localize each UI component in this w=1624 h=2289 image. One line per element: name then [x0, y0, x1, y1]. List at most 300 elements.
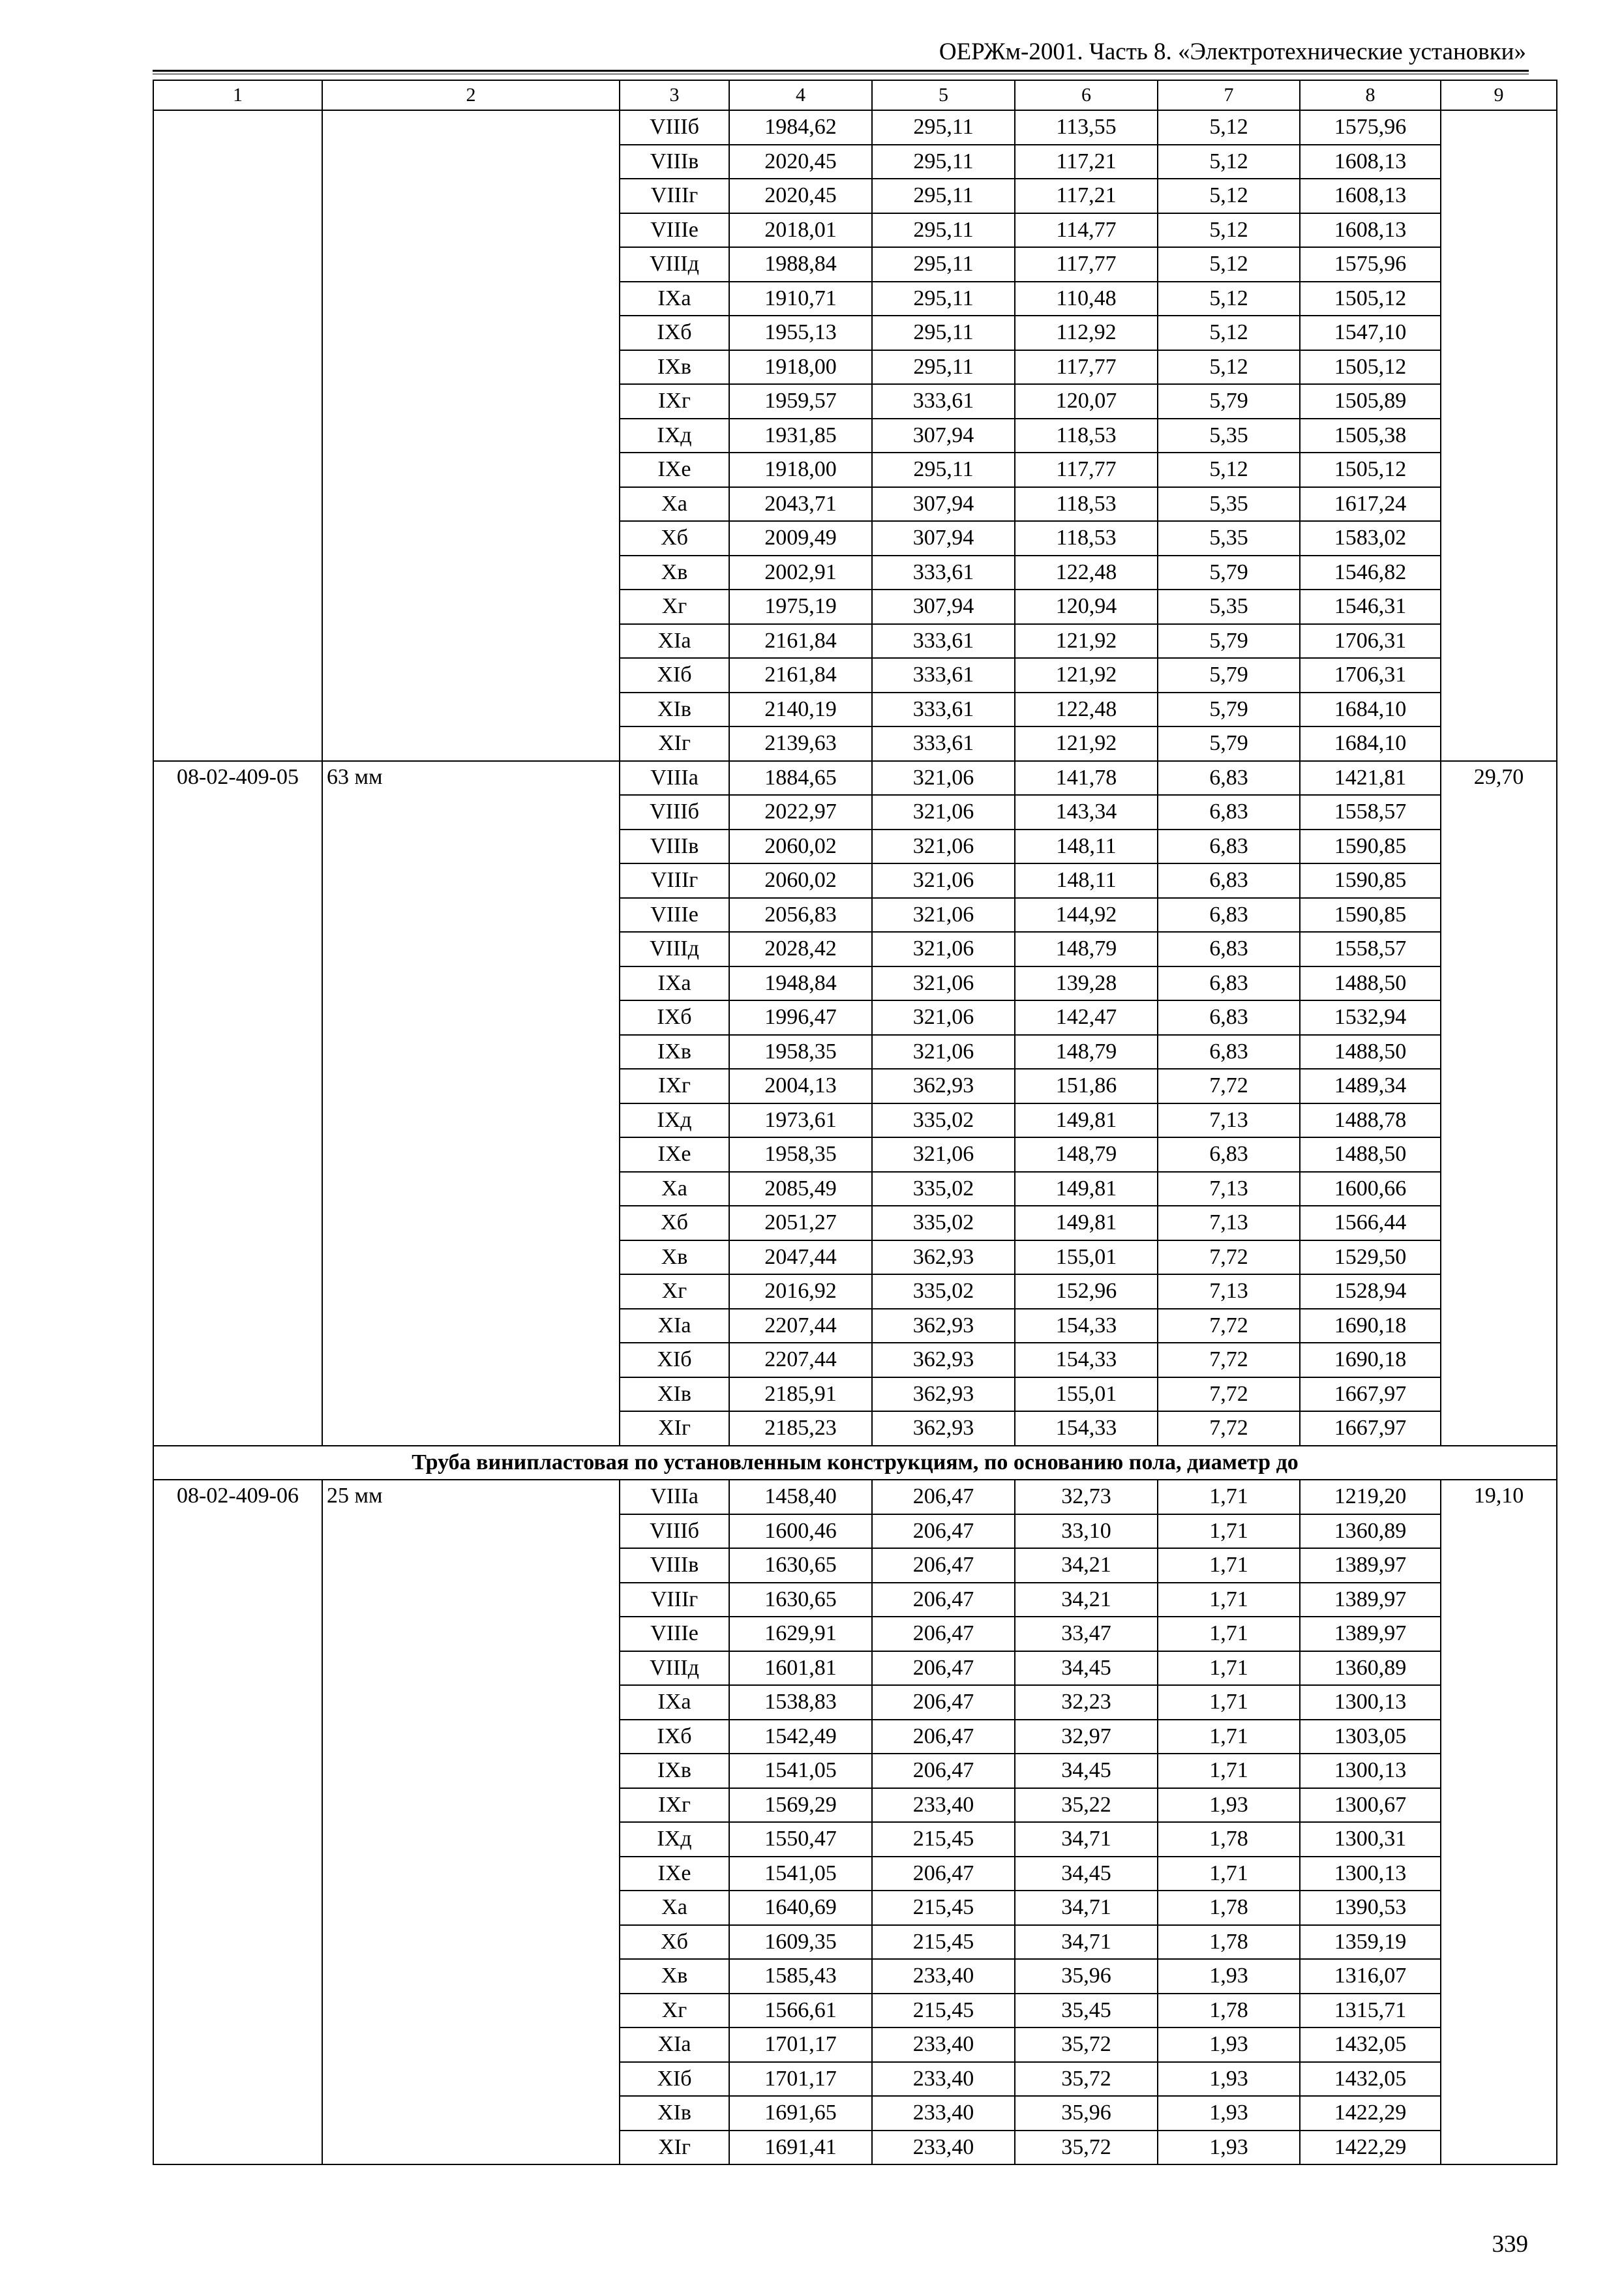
machine-cost-cell: 118,53 — [1015, 487, 1158, 522]
materials-cell: 1667,97 — [1300, 1411, 1441, 1446]
wages-cell: 321,06 — [872, 761, 1015, 796]
wages-cell: 333,61 — [872, 624, 1015, 659]
zone-cell: VIIIб — [620, 1514, 729, 1549]
wages-cell: 295,11 — [872, 453, 1015, 487]
page-header — [153, 37, 1529, 74]
wages-cell: 206,47 — [872, 1857, 1015, 1891]
section-heading-row — [153, 1446, 1557, 1480]
materials-cell: 1608,13 — [1300, 213, 1441, 248]
total-cost-cell: 1640,69 — [729, 1891, 872, 1925]
total-cost-cell: 1542,49 — [729, 1720, 872, 1754]
machine-cost-cell: 155,01 — [1015, 1240, 1158, 1275]
zone-cell: VIIIд — [620, 932, 729, 966]
total-cost-cell: 1701,17 — [729, 2027, 872, 2062]
total-cost-cell: 1931,85 — [729, 419, 872, 453]
materials-cell: 1546,31 — [1300, 590, 1441, 624]
total-cost-cell: 1948,84 — [729, 966, 872, 1001]
machine-cost-cell: 151,86 — [1015, 1069, 1158, 1103]
materials-cell: 1558,57 — [1300, 932, 1441, 966]
machine-cost-cell: 122,48 — [1015, 556, 1158, 590]
total-cost-cell: 1988,84 — [729, 247, 872, 282]
zone-cell: IXд — [620, 1822, 729, 1857]
total-cost-cell: 1996,47 — [729, 1000, 872, 1035]
zone-cell: IXе — [620, 453, 729, 487]
wages-cell: 206,47 — [872, 1548, 1015, 1583]
zone-cell: IXв — [620, 350, 729, 385]
total-cost-cell: 2043,71 — [729, 487, 872, 522]
labor-cost-cell: 19,10 — [1441, 1480, 1557, 2164]
driver-wages-cell: 1,71 — [1158, 1720, 1300, 1754]
materials-cell: 1590,85 — [1300, 830, 1441, 864]
column-number: 8 — [1300, 80, 1441, 110]
machine-cost-cell: 154,33 — [1015, 1411, 1158, 1446]
machine-cost-cell: 35,72 — [1015, 2062, 1158, 2097]
machine-cost-cell: 142,47 — [1015, 1000, 1158, 1035]
driver-wages-cell: 6,83 — [1158, 1035, 1300, 1070]
wages-cell: 233,40 — [872, 2062, 1015, 2097]
materials-cell: 1684,10 — [1300, 693, 1441, 727]
materials-cell: 1505,12 — [1300, 350, 1441, 385]
driver-wages-cell: 6,83 — [1158, 1137, 1300, 1172]
materials-cell: 1422,29 — [1300, 2131, 1441, 2165]
wages-cell: 362,93 — [872, 1411, 1015, 1446]
machine-cost-cell: 113,55 — [1015, 110, 1158, 145]
zone-cell: VIIIб — [620, 110, 729, 145]
wages-cell: 233,40 — [872, 1959, 1015, 1994]
driver-wages-cell: 1,71 — [1158, 1754, 1300, 1788]
machine-cost-cell: 35,96 — [1015, 2096, 1158, 2131]
wages-cell: 307,94 — [872, 419, 1015, 453]
materials-cell: 1389,97 — [1300, 1583, 1441, 1617]
wages-cell: 233,40 — [872, 1788, 1015, 1823]
wages-cell: 362,93 — [872, 1309, 1015, 1343]
materials-cell: 1300,67 — [1300, 1788, 1441, 1823]
wages-cell: 333,61 — [872, 726, 1015, 761]
materials-cell: 1583,02 — [1300, 521, 1441, 556]
wages-cell: 206,47 — [872, 1583, 1015, 1617]
total-cost-cell: 2028,42 — [729, 932, 872, 966]
total-cost-cell: 2140,19 — [729, 693, 872, 727]
driver-wages-cell: 5,79 — [1158, 384, 1300, 419]
driver-wages-cell: 1,71 — [1158, 1857, 1300, 1891]
wages-cell: 206,47 — [872, 1514, 1015, 1549]
zone-cell: IXд — [620, 419, 729, 453]
driver-wages-cell: 1,78 — [1158, 1891, 1300, 1925]
total-cost-cell: 1458,40 — [729, 1480, 872, 1514]
materials-cell: 1488,50 — [1300, 966, 1441, 1001]
materials-cell: 1488,78 — [1300, 1103, 1441, 1138]
materials-cell: 1389,97 — [1300, 1617, 1441, 1651]
machine-cost-cell: 34,71 — [1015, 1891, 1158, 1925]
wages-cell: 362,93 — [872, 1069, 1015, 1103]
total-cost-cell: 2009,49 — [729, 521, 872, 556]
total-cost-cell: 1550,47 — [729, 1822, 872, 1857]
zone-cell: XIа — [620, 2027, 729, 2062]
materials-cell: 1300,31 — [1300, 1822, 1441, 1857]
zone-cell: VIIIг — [620, 863, 729, 898]
machine-cost-cell: 32,97 — [1015, 1720, 1158, 1754]
total-cost-cell: 2060,02 — [729, 863, 872, 898]
driver-wages-cell: 1,78 — [1158, 1822, 1300, 1857]
zone-cell: IXе — [620, 1137, 729, 1172]
wages-cell: 307,94 — [872, 521, 1015, 556]
wages-cell: 206,47 — [872, 1754, 1015, 1788]
driver-wages-cell: 7,72 — [1158, 1343, 1300, 1377]
wages-cell: 321,06 — [872, 863, 1015, 898]
column-number: 4 — [729, 80, 872, 110]
wages-cell: 295,11 — [872, 110, 1015, 145]
materials-cell: 1360,89 — [1300, 1651, 1441, 1686]
machine-cost-cell: 34,45 — [1015, 1857, 1158, 1891]
total-cost-cell: 2139,63 — [729, 726, 872, 761]
total-cost-cell: 1585,43 — [729, 1959, 872, 1994]
materials-cell: 1690,18 — [1300, 1343, 1441, 1377]
wages-cell: 206,47 — [872, 1480, 1015, 1514]
wages-cell: 335,02 — [872, 1103, 1015, 1138]
machine-cost-cell: 34,21 — [1015, 1583, 1158, 1617]
driver-wages-cell: 5,35 — [1158, 487, 1300, 522]
zone-cell: IXв — [620, 1754, 729, 1788]
wages-cell: 233,40 — [872, 2131, 1015, 2165]
machine-cost-cell: 35,72 — [1015, 2131, 1158, 2165]
zone-cell: VIIIв — [620, 145, 729, 179]
machine-cost-cell: 139,28 — [1015, 966, 1158, 1001]
wages-cell: 362,93 — [872, 1343, 1015, 1377]
zone-cell: VIIIб — [620, 795, 729, 830]
materials-cell: 1684,10 — [1300, 726, 1441, 761]
materials-cell: 1389,97 — [1300, 1548, 1441, 1583]
materials-cell: 1488,50 — [1300, 1035, 1441, 1070]
item-code — [153, 110, 322, 761]
machine-cost-cell: 33,10 — [1015, 1514, 1158, 1549]
total-cost-cell: 1701,17 — [729, 2062, 872, 2097]
machine-cost-cell: 117,21 — [1015, 145, 1158, 179]
machine-cost-cell: 33,47 — [1015, 1617, 1158, 1651]
driver-wages-cell: 5,12 — [1158, 145, 1300, 179]
wages-cell: 333,61 — [872, 384, 1015, 419]
wages-cell: 307,94 — [872, 487, 1015, 522]
wages-cell: 321,06 — [872, 966, 1015, 1001]
materials-cell: 1667,97 — [1300, 1377, 1441, 1412]
machine-cost-cell: 154,33 — [1015, 1309, 1158, 1343]
driver-wages-cell: 5,79 — [1158, 726, 1300, 761]
wages-cell: 321,06 — [872, 795, 1015, 830]
machine-cost-cell: 149,81 — [1015, 1172, 1158, 1206]
machine-cost-cell: 143,34 — [1015, 795, 1158, 830]
zone-cell: XIб — [620, 1343, 729, 1377]
zone-cell: XIг — [620, 2131, 729, 2165]
item-name — [322, 110, 620, 761]
machine-cost-cell: 122,48 — [1015, 693, 1158, 727]
materials-cell: 1390,53 — [1300, 1891, 1441, 1925]
zone-cell: Xв — [620, 1240, 729, 1275]
item-name: 63 мм — [322, 761, 620, 1446]
total-cost-cell: 1691,41 — [729, 2131, 872, 2165]
column-numbers-row — [153, 80, 1557, 110]
materials-cell: 1505,89 — [1300, 384, 1441, 419]
machine-cost-cell: 32,73 — [1015, 1480, 1158, 1514]
zone-cell: IXа — [620, 966, 729, 1001]
driver-wages-cell: 5,35 — [1158, 590, 1300, 624]
zone-cell: IXг — [620, 384, 729, 419]
machine-cost-cell: 148,11 — [1015, 863, 1158, 898]
wages-cell: 233,40 — [872, 2027, 1015, 2062]
machine-cost-cell: 120,94 — [1015, 590, 1158, 624]
wages-cell: 215,45 — [872, 1925, 1015, 1960]
total-cost-cell: 2020,45 — [729, 179, 872, 213]
zone-cell: IXв — [620, 1035, 729, 1070]
zone-cell: VIIIд — [620, 1651, 729, 1686]
machine-cost-cell: 110,48 — [1015, 282, 1158, 316]
zone-cell: VIIIе — [620, 213, 729, 248]
driver-wages-cell: 5,12 — [1158, 110, 1300, 145]
materials-cell: 1360,89 — [1300, 1514, 1441, 1549]
wages-cell: 335,02 — [872, 1274, 1015, 1309]
driver-wages-cell: 6,83 — [1158, 898, 1300, 933]
materials-cell: 1432,05 — [1300, 2027, 1441, 2062]
materials-cell: 1316,07 — [1300, 1959, 1441, 1994]
machine-cost-cell: 155,01 — [1015, 1377, 1158, 1412]
item-code: 08-02-409-05 — [153, 761, 322, 1446]
page-number: 339 — [1492, 2231, 1528, 2258]
wages-cell: 295,11 — [872, 282, 1015, 316]
materials-cell: 1575,96 — [1300, 247, 1441, 282]
materials-cell: 1575,96 — [1300, 110, 1441, 145]
column-number: 3 — [620, 80, 729, 110]
materials-cell: 1590,85 — [1300, 898, 1441, 933]
column-number: 7 — [1158, 80, 1300, 110]
zone-cell: Xг — [620, 1274, 729, 1309]
total-cost-cell: 1601,81 — [729, 1651, 872, 1686]
total-cost-cell: 2004,13 — [729, 1069, 872, 1103]
driver-wages-cell: 7,13 — [1158, 1274, 1300, 1309]
driver-wages-cell: 5,79 — [1158, 624, 1300, 659]
machine-cost-cell: 121,92 — [1015, 658, 1158, 693]
zone-cell: IXе — [620, 1857, 729, 1891]
driver-wages-cell: 1,93 — [1158, 2062, 1300, 2097]
driver-wages-cell: 5,12 — [1158, 247, 1300, 282]
zone-cell: Xа — [620, 1891, 729, 1925]
driver-wages-cell: 5,35 — [1158, 419, 1300, 453]
total-cost-cell: 2161,84 — [729, 624, 872, 659]
zone-cell: Xб — [620, 1206, 729, 1240]
materials-cell: 1608,13 — [1300, 179, 1441, 213]
zone-cell: IXб — [620, 1000, 729, 1035]
total-cost-cell: 1958,35 — [729, 1035, 872, 1070]
price-table — [153, 80, 1557, 2165]
zone-cell: IXа — [620, 282, 729, 316]
total-cost-cell: 1630,65 — [729, 1548, 872, 1583]
machine-cost-cell: 32,23 — [1015, 1685, 1158, 1720]
wages-cell: 362,93 — [872, 1240, 1015, 1275]
wages-cell: 215,45 — [872, 1822, 1015, 1857]
zone-cell: XIв — [620, 693, 729, 727]
driver-wages-cell: 7,72 — [1158, 1069, 1300, 1103]
column-number: 2 — [322, 80, 620, 110]
driver-wages-cell: 6,83 — [1158, 830, 1300, 864]
materials-cell: 1300,13 — [1300, 1685, 1441, 1720]
wages-cell: 333,61 — [872, 556, 1015, 590]
driver-wages-cell: 1,71 — [1158, 1583, 1300, 1617]
driver-wages-cell: 7,13 — [1158, 1206, 1300, 1240]
zone-cell: VIIIа — [620, 1480, 729, 1514]
wages-cell: 307,94 — [872, 590, 1015, 624]
document-title: ОЕРЖм-2001. Часть 8. «Электротехнические установки» — [939, 38, 1526, 65]
wages-cell: 362,93 — [872, 1377, 1015, 1412]
materials-cell: 1505,12 — [1300, 453, 1441, 487]
zone-cell: Xа — [620, 487, 729, 522]
machine-cost-cell: 34,71 — [1015, 1925, 1158, 1960]
materials-cell: 1300,13 — [1300, 1754, 1441, 1788]
driver-wages-cell: 6,83 — [1158, 795, 1300, 830]
driver-wages-cell: 1,78 — [1158, 1994, 1300, 2028]
materials-cell: 1421,81 — [1300, 761, 1441, 796]
materials-cell: 1546,82 — [1300, 556, 1441, 590]
total-cost-cell: 2185,23 — [729, 1411, 872, 1446]
materials-cell: 1600,66 — [1300, 1172, 1441, 1206]
zone-cell: VIIIе — [620, 898, 729, 933]
total-cost-cell: 1975,19 — [729, 590, 872, 624]
machine-cost-cell: 149,81 — [1015, 1206, 1158, 1240]
zone-cell: IXб — [620, 1720, 729, 1754]
driver-wages-cell: 1,71 — [1158, 1514, 1300, 1549]
zone-cell: Xб — [620, 521, 729, 556]
wages-cell: 295,11 — [872, 350, 1015, 385]
total-cost-cell: 1569,29 — [729, 1788, 872, 1823]
zone-cell: Xб — [620, 1925, 729, 1960]
zone-cell: IXд — [620, 1103, 729, 1138]
wages-cell: 321,06 — [872, 830, 1015, 864]
table-body — [153, 80, 1557, 2164]
driver-wages-cell: 5,12 — [1158, 179, 1300, 213]
wages-cell: 206,47 — [872, 1685, 1015, 1720]
wages-cell: 333,61 — [872, 693, 1015, 727]
total-cost-cell: 2022,97 — [729, 795, 872, 830]
total-cost-cell: 1884,65 — [729, 761, 872, 796]
driver-wages-cell: 7,72 — [1158, 1377, 1300, 1412]
materials-cell: 1315,71 — [1300, 1994, 1441, 2028]
driver-wages-cell: 7,72 — [1158, 1309, 1300, 1343]
driver-wages-cell: 5,79 — [1158, 693, 1300, 727]
total-cost-cell: 2207,44 — [729, 1343, 872, 1377]
wages-cell: 215,45 — [872, 1891, 1015, 1925]
zone-cell: XIг — [620, 1411, 729, 1446]
driver-wages-cell: 5,12 — [1158, 213, 1300, 248]
machine-cost-cell: 149,81 — [1015, 1103, 1158, 1138]
zone-cell: Xв — [620, 556, 729, 590]
materials-cell: 1617,24 — [1300, 487, 1441, 522]
driver-wages-cell: 6,83 — [1158, 761, 1300, 796]
driver-wages-cell: 1,93 — [1158, 2131, 1300, 2165]
zone-cell: Xв — [620, 1959, 729, 1994]
zone-cell: XIг — [620, 726, 729, 761]
wages-cell: 295,11 — [872, 213, 1015, 248]
wages-cell: 295,11 — [872, 179, 1015, 213]
machine-cost-cell: 120,07 — [1015, 384, 1158, 419]
driver-wages-cell: 1,93 — [1158, 2096, 1300, 2131]
total-cost-cell: 2016,92 — [729, 1274, 872, 1309]
wages-cell: 321,06 — [872, 1035, 1015, 1070]
zone-cell: XIб — [620, 658, 729, 693]
total-cost-cell: 2085,49 — [729, 1172, 872, 1206]
wages-cell: 335,02 — [872, 1206, 1015, 1240]
zone-cell: IXб — [620, 316, 729, 350]
total-cost-cell: 1630,65 — [729, 1583, 872, 1617]
materials-cell: 1528,94 — [1300, 1274, 1441, 1309]
total-cost-cell: 1566,61 — [729, 1994, 872, 2028]
materials-cell: 1219,20 — [1300, 1480, 1441, 1514]
machine-cost-cell: 141,78 — [1015, 761, 1158, 796]
zone-cell: XIб — [620, 2062, 729, 2097]
zone-cell: Xг — [620, 590, 729, 624]
wages-cell: 295,11 — [872, 247, 1015, 282]
zone-cell: VIIIа — [620, 761, 729, 796]
machine-cost-cell: 144,92 — [1015, 898, 1158, 933]
materials-cell: 1300,13 — [1300, 1857, 1441, 1891]
total-cost-cell: 1955,13 — [729, 316, 872, 350]
driver-wages-cell: 5,12 — [1158, 316, 1300, 350]
total-cost-cell: 1959,57 — [729, 384, 872, 419]
total-cost-cell: 1910,71 — [729, 282, 872, 316]
materials-cell: 1303,05 — [1300, 1720, 1441, 1754]
materials-cell: 1558,57 — [1300, 795, 1441, 830]
driver-wages-cell: 1,71 — [1158, 1480, 1300, 1514]
driver-wages-cell: 1,93 — [1158, 1959, 1300, 1994]
materials-cell: 1532,94 — [1300, 1000, 1441, 1035]
total-cost-cell: 1691,65 — [729, 2096, 872, 2131]
materials-cell: 1432,05 — [1300, 2062, 1441, 2097]
wages-cell: 206,47 — [872, 1651, 1015, 1686]
materials-cell: 1359,19 — [1300, 1925, 1441, 1960]
driver-wages-cell: 6,83 — [1158, 932, 1300, 966]
wages-cell: 335,02 — [872, 1172, 1015, 1206]
machine-cost-cell: 117,21 — [1015, 179, 1158, 213]
driver-wages-cell: 1,93 — [1158, 2027, 1300, 2062]
table-row — [153, 761, 1557, 796]
wages-cell: 321,06 — [872, 932, 1015, 966]
total-cost-cell: 1958,35 — [729, 1137, 872, 1172]
machine-cost-cell: 35,72 — [1015, 2027, 1158, 2062]
wages-cell: 321,06 — [872, 1137, 1015, 1172]
total-cost-cell: 1538,83 — [729, 1685, 872, 1720]
section-heading: Труба винипластовая по установленным конструкциям, по основанию пола, диаметр до — [153, 1446, 1557, 1480]
machine-cost-cell: 117,77 — [1015, 350, 1158, 385]
zone-cell: VIIIг — [620, 179, 729, 213]
materials-cell: 1505,12 — [1300, 282, 1441, 316]
zone-cell: XIа — [620, 1309, 729, 1343]
zone-cell: VIIIд — [620, 247, 729, 282]
zone-cell: IXа — [620, 1685, 729, 1720]
total-cost-cell: 2018,01 — [729, 213, 872, 248]
machine-cost-cell: 118,53 — [1015, 419, 1158, 453]
total-cost-cell: 1541,05 — [729, 1754, 872, 1788]
materials-cell: 1706,31 — [1300, 658, 1441, 693]
machine-cost-cell: 117,77 — [1015, 247, 1158, 282]
zone-cell: XIв — [620, 1377, 729, 1412]
driver-wages-cell: 1,93 — [1158, 1788, 1300, 1823]
driver-wages-cell: 7,72 — [1158, 1411, 1300, 1446]
driver-wages-cell: 7,72 — [1158, 1240, 1300, 1275]
column-number: 6 — [1015, 80, 1158, 110]
driver-wages-cell: 6,83 — [1158, 863, 1300, 898]
materials-cell: 1566,44 — [1300, 1206, 1441, 1240]
materials-cell: 1590,85 — [1300, 863, 1441, 898]
materials-cell: 1488,50 — [1300, 1137, 1441, 1172]
driver-wages-cell: 5,35 — [1158, 521, 1300, 556]
total-cost-cell: 1600,46 — [729, 1514, 872, 1549]
total-cost-cell: 1629,91 — [729, 1617, 872, 1651]
machine-cost-cell: 154,33 — [1015, 1343, 1158, 1377]
